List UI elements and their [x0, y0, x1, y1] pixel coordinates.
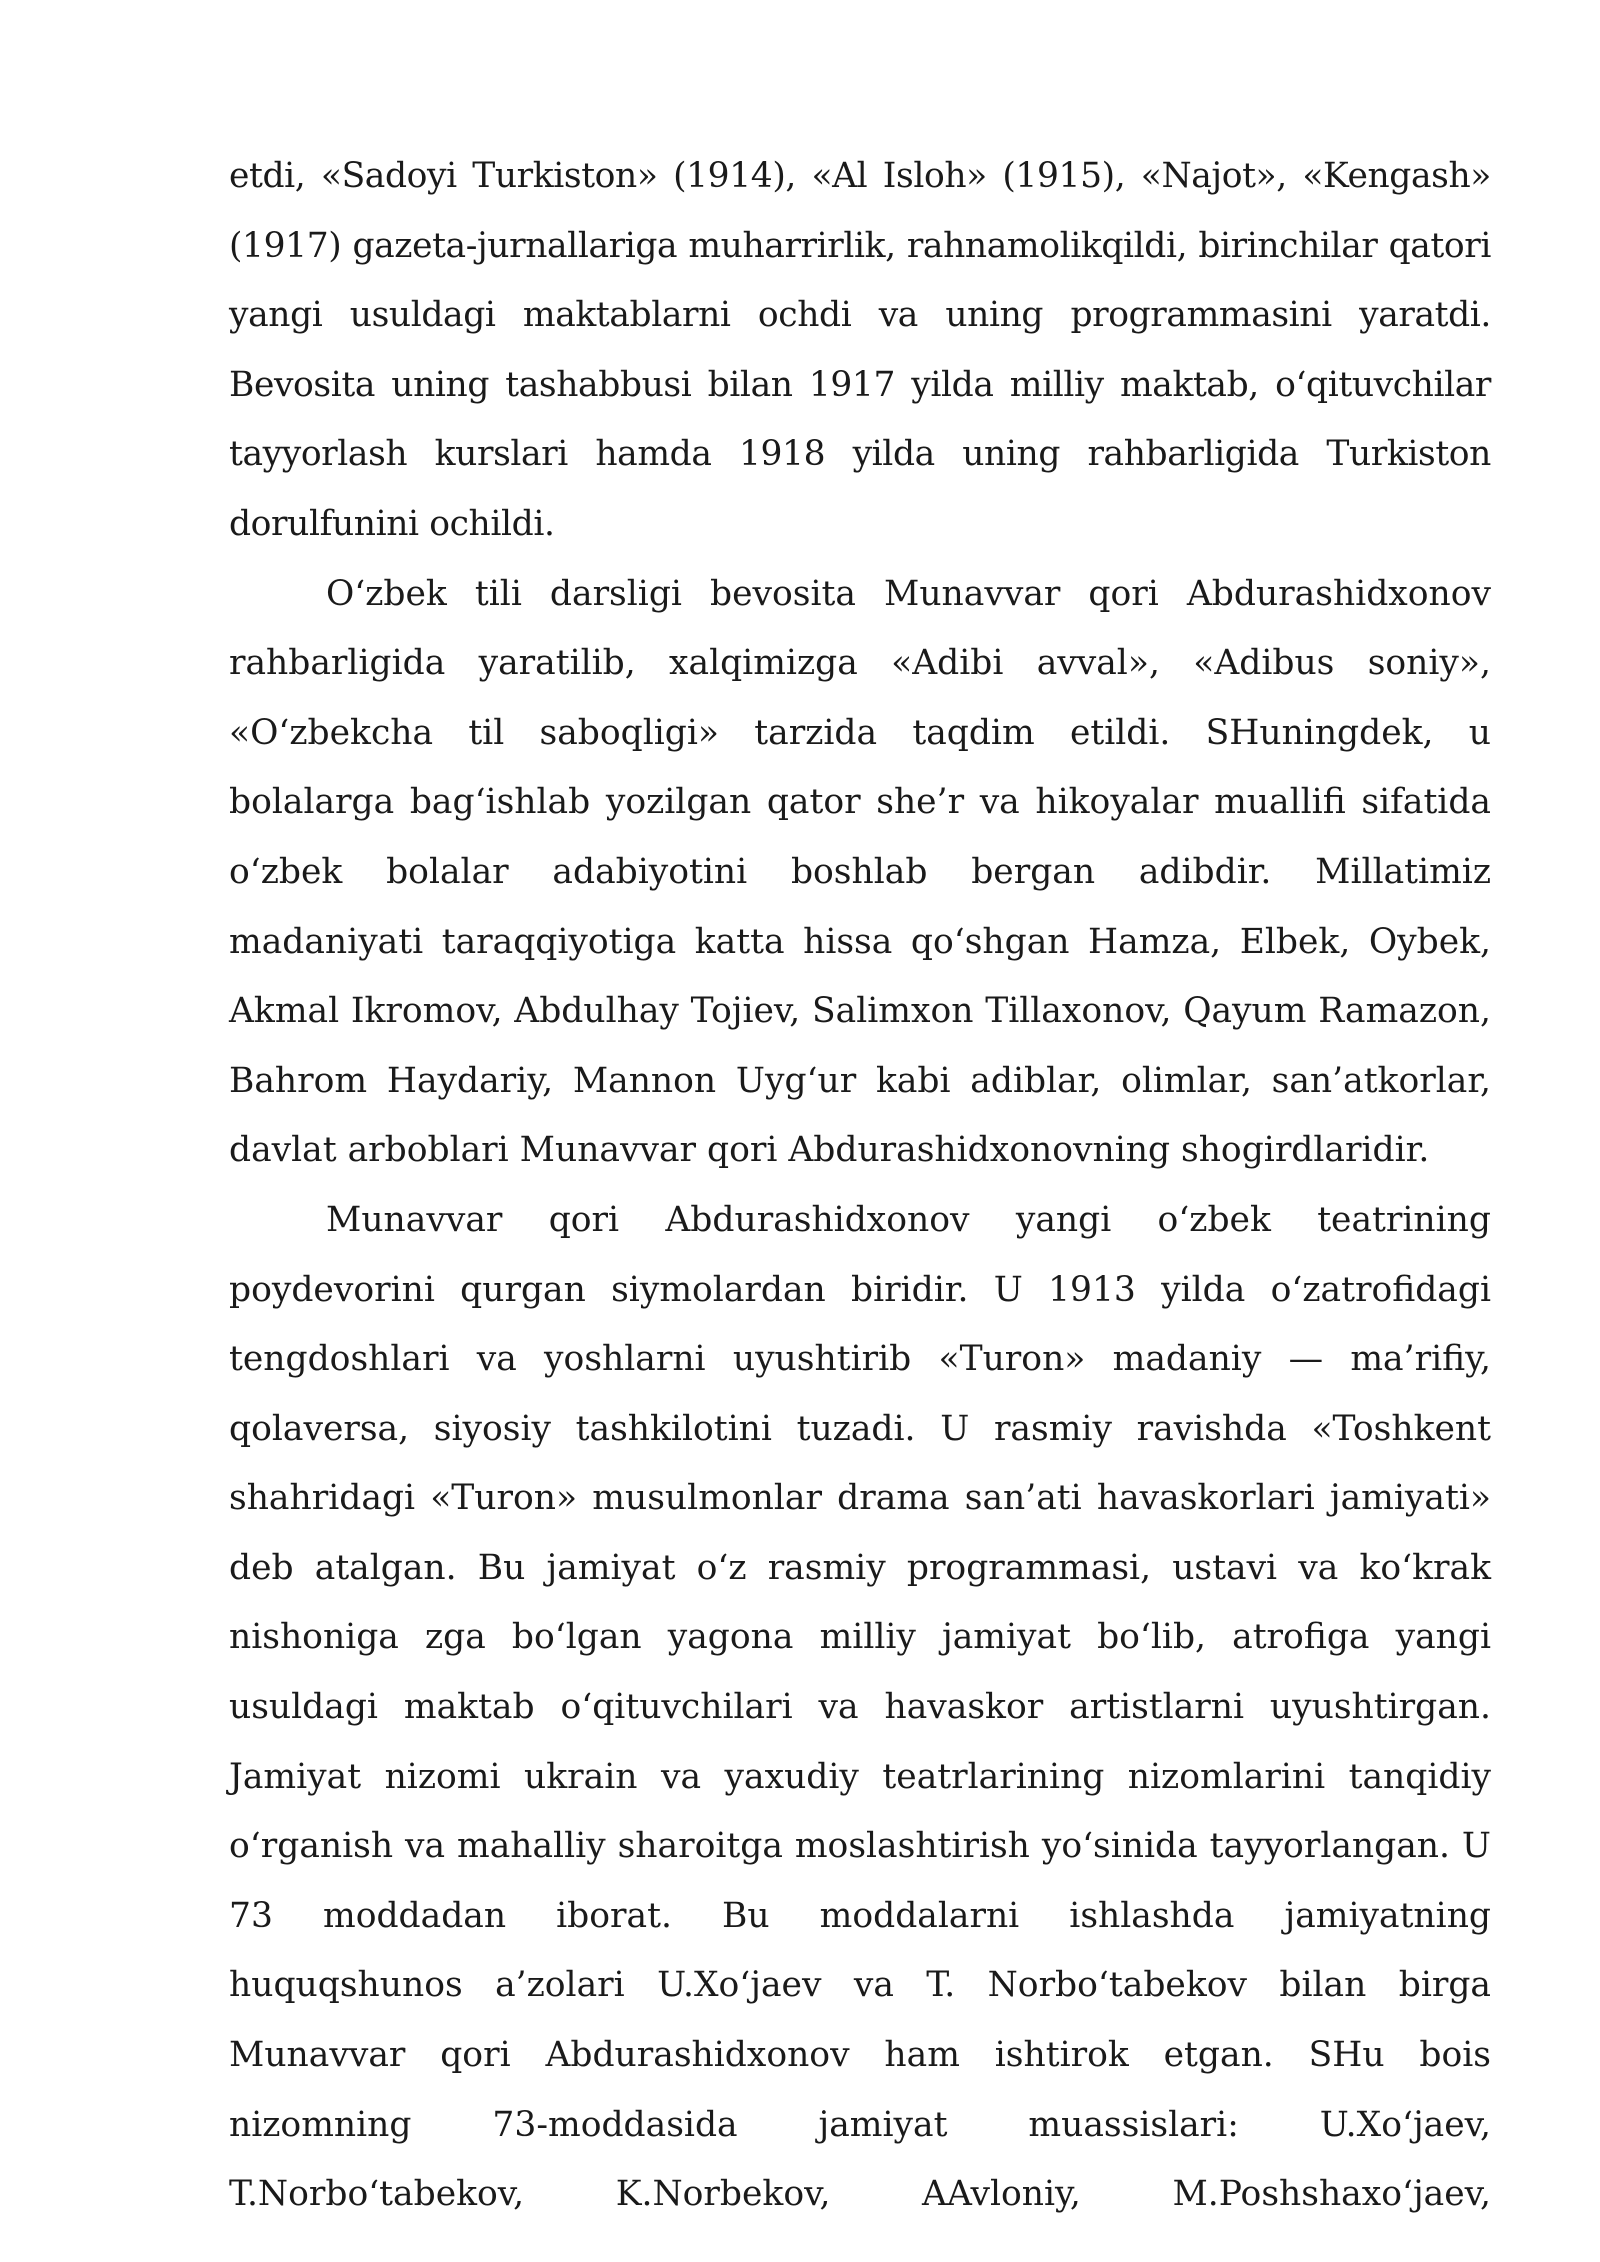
paragraph-1: etdi, «Sadoyi Turkiston» (1914), «Al Isloh» (1915), «Najot», «Kengash» (1917) gazeta-jurnallariga muharrirlik, rahnamolikqildi, birinchilar qatori yangi usuldagi maktablarni ochdi va uning programmasini yaratdi. Bevosita uning tashabbusi bilan 1917 yilda milliy maktab, oʻqituvchilar tayyorlash kurslari hamda 1918 yilda uning rahbarligida Turkiston dorulfunini ochildi.: [229, 156, 1491, 544]
paragraph-3: Munavvar qori Abdurashidxonov yangi oʻzbek teatrining poydevorini qurgan siymolardan biridir. U 1913 yilda oʻzatrofidagi tengdoshlari va yoshlarni uyushtirib «Turon» madaniy — ma’rifiy, qolaversa, siyosiy tashkilotini tuzadi. U rasmiy ravishda «Toshkent shahridagi «Turon» musulmonlar drama san’ati havaskorlari jamiyati» deb atalgan. Bu jamiyat oʻz rasmiy programmasi, ustavi va koʻkrak nishoniga zga boʻlgan yagona milliy jamiyat boʻlib, atrofiga yangi usuldagi maktab oʻqituvchilari va havaskor artistlarni uyushtirgan. Jamiyat nizomi ukrain va yaxudiy teatrlarining nizomlarini tanqidiy oʻrganish va mahalliy sharoitga moslashtirish yoʻsinida tayyorlangan. U 73 moddadan iborat. Bu moddalarni ishlashda jamiyatning huquqshunos a’zolari U.Xoʻjaev va T. Norboʻtabekov bilan birga Munavvar qori Abdurashidxonov ham ishtirok etgan. SHu bois nizomning 73-moddasida jamiyat muassislari: U.Xoʻjaev, T.Norboʻtabekov, K.Norbekov, AAvloniy, M.Poshshaxoʻjaev,: [229, 1199, 1491, 2215]
document-page: [229, 142, 1491, 2230]
paragraph-2: Oʻzbek tili darsligi bevosita Munavvar qori Abdurashidxonov rahbarligida yaratilib, xalqimizga «Adibi avval», «Adibus soniy», «Oʻzbekcha til saboqligi» tarzida taqdim etildi. SHuningdek, u bolalarga bagʻishlab yozilgan qator she’r va hikoyalar muallifi sifatida oʻzbek bolalar adabiyotini boshlab bergan adibdir. Millatimiz madaniyati taraqqiyotiga katta hissa qoʻshgan Hamza, Elbek, Oybek, Akmal Ikromov, Abdulhay Tojiev, Salimxon Tillaxonov, Qayum Ramazon, Bahrom Haydariy, Mannon Uygʻur kabi adiblar, olimlar, san’atkorlar, davlat arboblari Munavvar qori Abdurashidxonovning shogirdlaridir.: [229, 573, 1491, 1171]
